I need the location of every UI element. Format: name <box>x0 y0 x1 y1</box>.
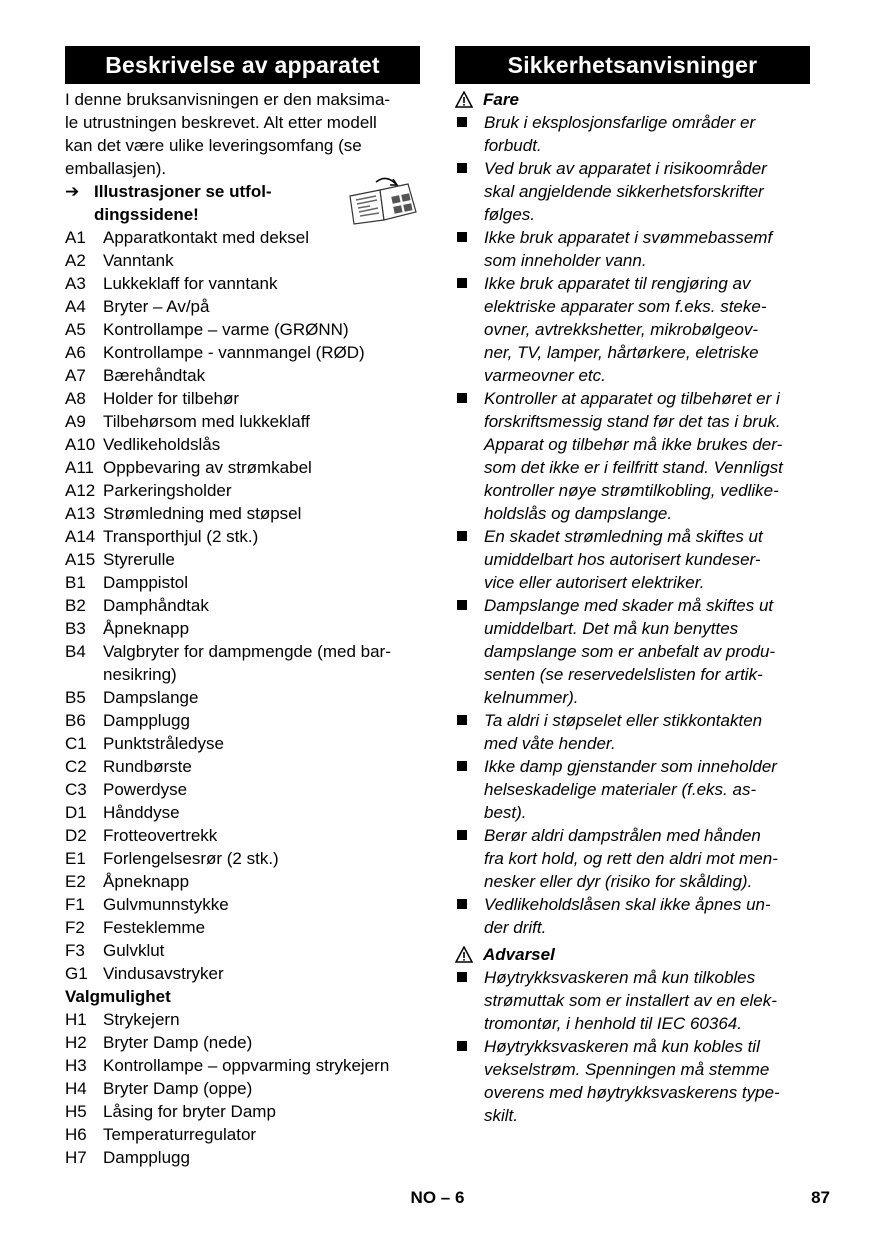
part-label <box>103 341 420 364</box>
safety-item-line: elektriske apparater som f.eks. steke- <box>484 297 767 316</box>
part-label <box>103 249 420 272</box>
bullet-square-icon <box>455 824 484 893</box>
part-code: B3 <box>65 619 86 638</box>
part-item <box>65 916 420 939</box>
part-item <box>65 548 420 571</box>
part-item <box>65 410 420 433</box>
part-label <box>103 387 420 410</box>
safety-item-text <box>484 893 810 939</box>
bullet-square-icon <box>455 893 484 939</box>
safety-item-line: ner, TV, lamper, hårtørkere, eletriske <box>484 343 759 362</box>
part-label-line: Bryter Damp (oppe) <box>103 1079 253 1098</box>
part-item <box>65 870 420 893</box>
part-code: H2 <box>65 1033 87 1052</box>
safety-item <box>455 1035 810 1127</box>
intro-line: kan det være ulike leveringsomfang (se <box>65 136 362 155</box>
part-item <box>65 1123 420 1146</box>
part-item <box>65 893 420 916</box>
part-item <box>65 1008 420 1031</box>
part-code: A1 <box>65 228 86 247</box>
safety-item-line: som det ikke er i feilfritt stand. Vennligst <box>484 458 783 477</box>
optional-heading: Valgmulighet <box>65 987 171 1006</box>
part-label-line: Punktstråledyse <box>103 734 224 753</box>
part-item <box>65 824 420 847</box>
safety-item-line: Høytrykksvaskeren må kun kobles til <box>484 1037 760 1056</box>
safety-item <box>455 226 810 272</box>
part-label <box>103 916 420 939</box>
optional-parts-list <box>65 1008 420 1169</box>
part-label <box>103 870 420 893</box>
parts-list <box>65 226 420 985</box>
safety-item-line: senten (se reservedelslisten for artik- <box>484 665 763 684</box>
safety-item-text <box>484 525 810 594</box>
part-label <box>103 479 420 502</box>
intro-paragraph <box>65 88 420 180</box>
part-item <box>65 249 420 272</box>
page-number: 87 <box>811 1188 830 1207</box>
part-item <box>65 479 420 502</box>
part-label-line: Strømledning med støpsel <box>103 504 302 523</box>
part-label-line: Vanntank <box>103 251 174 270</box>
part-label <box>103 594 420 617</box>
safety-item-line: Ved bruk av apparatet i risikoområder <box>484 159 767 178</box>
part-item <box>65 686 420 709</box>
bullet-square-icon <box>455 709 484 755</box>
safety-item-line: helseskadelige materialer (f.eks. as- <box>484 780 757 799</box>
part-item <box>65 594 420 617</box>
part-label <box>103 410 420 433</box>
footer-local-page: 6 <box>454 1188 465 1207</box>
part-code: C3 <box>65 780 87 799</box>
footer-dash: – <box>440 1188 451 1207</box>
part-label-line: Strykejern <box>103 1010 180 1029</box>
part-item <box>65 1077 420 1100</box>
part-item <box>65 387 420 410</box>
part-code: H4 <box>65 1079 87 1098</box>
part-item <box>65 709 420 732</box>
part-item <box>65 433 420 456</box>
bullet-square-icon <box>455 525 484 594</box>
part-label-line: Hånddyse <box>103 803 180 822</box>
illustration-note-line: dingssidene! <box>94 205 199 224</box>
part-item <box>65 1054 420 1077</box>
safety-item-text <box>484 594 810 709</box>
part-label-line: Damppistol <box>103 573 189 592</box>
part-label-line: Åpneknapp <box>103 619 190 638</box>
safety-item-line: med våte hender. <box>484 734 616 753</box>
part-label-line: Gulvklut <box>103 941 165 960</box>
safety-item <box>455 272 810 387</box>
part-code: B6 <box>65 711 86 730</box>
safety-item-text <box>484 387 810 525</box>
part-label <box>103 939 420 962</box>
safety-item <box>455 893 810 939</box>
part-label-line: Vindusavstryker <box>103 964 224 983</box>
part-label-line: Vedlikeholdslås <box>103 435 221 454</box>
illustration-note <box>65 180 420 226</box>
part-label-line: Styrerulle <box>103 550 175 569</box>
part-code: A15 <box>65 550 96 569</box>
part-item <box>65 1100 420 1123</box>
warning-heading <box>455 943 810 966</box>
part-label-line: Transporthjul (2 stk.) <box>103 527 259 546</box>
part-label <box>103 364 420 387</box>
warning-triangle-icon <box>455 91 473 108</box>
part-label <box>103 433 420 456</box>
part-label-line: Oppbevaring av strømkabel <box>103 458 312 477</box>
part-label-line: Dampslange <box>103 688 199 707</box>
safety-item <box>455 157 810 226</box>
part-label <box>103 640 420 686</box>
part-label-line: Bærehåndtak <box>103 366 206 385</box>
part-code: E1 <box>65 849 86 868</box>
part-label <box>103 1054 420 1077</box>
safety-item-line: Ta aldri i støpselet eller stikkontakten <box>484 711 763 730</box>
safety-item-text <box>484 1035 810 1127</box>
safety-item <box>455 594 810 709</box>
intro-line: le utrustningen beskrevet. Alt etter modell <box>65 113 377 132</box>
part-item <box>65 502 420 525</box>
part-code: H7 <box>65 1148 87 1167</box>
safety-item <box>455 824 810 893</box>
part-code: A13 <box>65 504 96 523</box>
part-item <box>65 617 420 640</box>
part-label <box>103 617 420 640</box>
safety-item-line: holdslås og dampslange. <box>484 504 673 523</box>
footer-lang: NO <box>410 1188 437 1207</box>
bullet-square-icon <box>455 594 484 709</box>
part-code: A6 <box>65 343 86 362</box>
safety-item-line: strømuttak som er installert av en elek- <box>484 991 777 1010</box>
safety-item-line: ovner, avtrekkshetter, mikrobølgeov- <box>484 320 759 339</box>
safety-item-line: kelnummer). <box>484 688 579 707</box>
safety-item-text <box>484 111 810 157</box>
part-label <box>103 525 420 548</box>
part-item <box>65 272 420 295</box>
part-label <box>103 1008 420 1031</box>
bullet-square-icon <box>455 387 484 525</box>
part-label-line: Damphåndtak <box>103 596 209 615</box>
part-code: A5 <box>65 320 86 339</box>
part-item <box>65 295 420 318</box>
safety-item-text <box>484 824 810 893</box>
part-code: H5 <box>65 1102 87 1121</box>
danger-list <box>455 111 810 939</box>
part-code: D1 <box>65 803 87 822</box>
part-code: B5 <box>65 688 86 707</box>
part-code: D2 <box>65 826 87 845</box>
part-label-line: Apparatkontakt med deksel <box>103 228 310 247</box>
part-item <box>65 318 420 341</box>
safety-item-line: der drift. <box>484 918 547 937</box>
section-title-safety: Sikkerhetsanvisninger <box>455 46 810 84</box>
safety-item-line: fra kort hold, og rett den aldri mot men- <box>484 849 778 868</box>
part-label-line: Forlengelsesrør (2 stk.) <box>103 849 279 868</box>
part-label-line: Parkeringsholder <box>103 481 232 500</box>
safety-item-line: Høytrykksvaskeren må kun tilkobles <box>484 968 756 987</box>
part-item <box>65 847 420 870</box>
part-code: A8 <box>65 389 86 408</box>
bullet-square-icon <box>455 1035 484 1127</box>
part-label <box>103 686 420 709</box>
part-item <box>65 1146 420 1169</box>
part-label-line: Frotteovertrekk <box>103 826 218 845</box>
safety-item-text <box>484 755 810 824</box>
part-label-line: Låsing for bryter Damp <box>103 1102 276 1121</box>
part-code: A7 <box>65 366 86 385</box>
bullet-square-icon <box>455 157 484 226</box>
safety-item-line: Ikke bruk apparatet til rengjøring av <box>484 274 751 293</box>
part-label <box>103 801 420 824</box>
part-label <box>103 778 420 801</box>
part-label <box>103 755 420 778</box>
warning-list <box>455 966 810 1127</box>
part-label <box>103 1077 420 1100</box>
part-item <box>65 226 420 249</box>
part-label <box>103 456 420 479</box>
safety-item-line: kontroller nøye strømtilkobling, vedlike- <box>484 481 779 500</box>
safety-item-text <box>484 226 810 272</box>
safety-item <box>455 387 810 525</box>
part-label-line: Holder for tilbehør <box>103 389 240 408</box>
safety-item-line: forbudt. <box>484 136 542 155</box>
part-code: F2 <box>65 918 85 937</box>
part-item <box>65 939 420 962</box>
safety-item-line: varmeovner etc. <box>484 366 606 385</box>
part-label-line: Valgbryter for dampmengde (med bar- <box>103 642 391 661</box>
part-item <box>65 364 420 387</box>
safety-item-line: følges. <box>484 205 536 224</box>
safety-item-line: En skadet strømledning må skiftes ut <box>484 527 763 546</box>
part-label <box>103 1100 420 1123</box>
part-label <box>103 893 420 916</box>
intro-line: emballasjen). <box>65 159 167 178</box>
part-label <box>103 709 420 732</box>
part-item <box>65 755 420 778</box>
safety-item <box>455 966 810 1035</box>
part-code: E2 <box>65 872 86 891</box>
part-label-line: Dampplugg <box>103 711 190 730</box>
part-item <box>65 640 420 686</box>
safety-item-line: tromontør, i henhold til IEC 60364. <box>484 1014 742 1033</box>
part-code: A14 <box>65 527 96 546</box>
part-label-line: Temperaturregulator <box>103 1125 257 1144</box>
part-code: A11 <box>65 458 94 477</box>
part-label <box>103 1123 420 1146</box>
safety-item-line: skal angjeldende sikkerhetsforskrifter <box>484 182 764 201</box>
right-column <box>455 46 810 1127</box>
safety-item-line: vekselstrøm. Spenningen må stemme <box>484 1060 770 1079</box>
safety-item-line: dampslange som er anbefalt av produ- <box>484 642 776 661</box>
part-code: C1 <box>65 734 87 753</box>
part-label <box>103 571 420 594</box>
part-item <box>65 456 420 479</box>
intro-line: I denne bruksanvisningen er den maksima- <box>65 90 391 109</box>
warning-label: Advarsel <box>483 945 555 964</box>
part-item <box>65 962 420 985</box>
footer-language-page <box>0 1188 875 1208</box>
part-label <box>103 1146 420 1169</box>
part-label-line: Kontrollampe – varme (GRØNN) <box>103 320 349 339</box>
safety-item-text <box>484 966 810 1035</box>
part-item <box>65 525 420 548</box>
part-label <box>103 732 420 755</box>
safety-item-text <box>484 709 810 755</box>
part-label <box>103 548 420 571</box>
part-item <box>65 801 420 824</box>
section-title-description: Beskrivelse av apparatet <box>65 46 420 84</box>
safety-item <box>455 525 810 594</box>
safety-item-line: Dampslange med skader må skiftes ut <box>484 596 774 615</box>
part-item <box>65 571 420 594</box>
part-code: B2 <box>65 596 86 615</box>
part-label-line: Dampplugg <box>103 1148 190 1167</box>
safety-item <box>455 709 810 755</box>
part-label-line: Åpneknapp <box>103 872 190 891</box>
part-code: A9 <box>65 412 86 431</box>
illustration-note-line: Illustrasjoner se utfol- <box>94 182 272 201</box>
part-label-line: Rundbørste <box>103 757 192 776</box>
bullet-square-icon <box>455 272 484 387</box>
part-label <box>103 318 420 341</box>
part-label <box>103 272 420 295</box>
part-label-line: Lukkeklaff for vanntank <box>103 274 278 293</box>
part-label <box>103 502 420 525</box>
part-label-line: Powerdyse <box>103 780 188 799</box>
arrow-right-icon: ➔ <box>65 182 80 201</box>
safety-item-line: skilt. <box>484 1106 518 1125</box>
illustration-note-text <box>94 180 324 226</box>
part-label-line: Tilbehørsom med lukkeklaff <box>103 412 310 431</box>
left-column <box>65 46 420 1169</box>
part-label <box>103 962 420 985</box>
part-code: G1 <box>65 964 88 983</box>
part-label-line: Kontrollampe – oppvarming strykejern <box>103 1056 390 1075</box>
part-code: A3 <box>65 274 86 293</box>
warning-triangle-icon <box>455 946 473 963</box>
part-item <box>65 1031 420 1054</box>
safety-item-line: vice eller autorisert elektriker. <box>484 573 705 592</box>
safety-item-line: som inneholder vann. <box>484 251 647 270</box>
safety-item <box>455 755 810 824</box>
part-label-line: nesikring) <box>103 665 177 684</box>
safety-item-text <box>484 157 810 226</box>
part-code: F3 <box>65 941 85 960</box>
part-label <box>103 295 420 318</box>
safety-item-line: Bruk i eksplosjonsfarlige områder er <box>484 113 756 132</box>
safety-item-line: Apparat og tilbehør må ikke brukes der- <box>484 435 783 454</box>
part-label <box>103 847 420 870</box>
safety-item-line: best). <box>484 803 527 822</box>
safety-item-line: Ikke bruk apparatet i svømmebassemf <box>484 228 773 247</box>
part-label-line: Gulvmunnstykke <box>103 895 229 914</box>
part-item <box>65 341 420 364</box>
part-code: C2 <box>65 757 87 776</box>
bullet-square-icon <box>455 966 484 1035</box>
safety-item-line: nesker eller dyr (risiko for skålding). <box>484 872 753 891</box>
part-label <box>103 824 420 847</box>
part-label <box>103 226 420 249</box>
safety-item-line: overens med høytrykksvaskerens type- <box>484 1083 780 1102</box>
danger-heading <box>455 88 810 111</box>
part-code: H1 <box>65 1010 87 1029</box>
open-booklet-icon <box>346 176 420 226</box>
part-code: A10 <box>65 435 96 454</box>
safety-item <box>455 111 810 157</box>
part-item <box>65 732 420 755</box>
safety-item-line: umiddelbart hos autorisert kundeser- <box>484 550 761 569</box>
part-code: B1 <box>65 573 86 592</box>
danger-label: Fare <box>483 90 519 109</box>
part-code: B4 <box>65 642 86 661</box>
part-label-line: Kontrollampe - vannmangel (RØD) <box>103 343 365 362</box>
safety-item-line: umiddelbart. Det må kun benyttes <box>484 619 739 638</box>
safety-item-text <box>484 272 810 387</box>
part-code: A12 <box>65 481 96 500</box>
safety-item-line: Vedlikeholdslåsen skal ikke åpnes un- <box>484 895 771 914</box>
safety-item-line: Ikke damp gjenstander som inneholder <box>484 757 777 776</box>
safety-item-line: Berør aldri dampstrålen med hånden <box>484 826 761 845</box>
safety-item-line: forskriftsmessig stand før det tas i bruk. <box>484 412 781 431</box>
part-label-line: Festeklemme <box>103 918 206 937</box>
bullet-square-icon <box>455 226 484 272</box>
part-label-line: Bryter – Av/på <box>103 297 210 316</box>
bullet-square-icon <box>455 755 484 824</box>
safety-item-line: Kontroller at apparatet og tilbehøret er i <box>484 389 780 408</box>
part-code: H6 <box>65 1125 87 1144</box>
part-code: H3 <box>65 1056 87 1075</box>
part-label <box>103 1031 420 1054</box>
part-code: A4 <box>65 297 86 316</box>
part-code: A2 <box>65 251 86 270</box>
part-label-line: Bryter Damp (nede) <box>103 1033 253 1052</box>
part-item <box>65 778 420 801</box>
bullet-square-icon <box>455 111 484 157</box>
part-code: F1 <box>65 895 85 914</box>
